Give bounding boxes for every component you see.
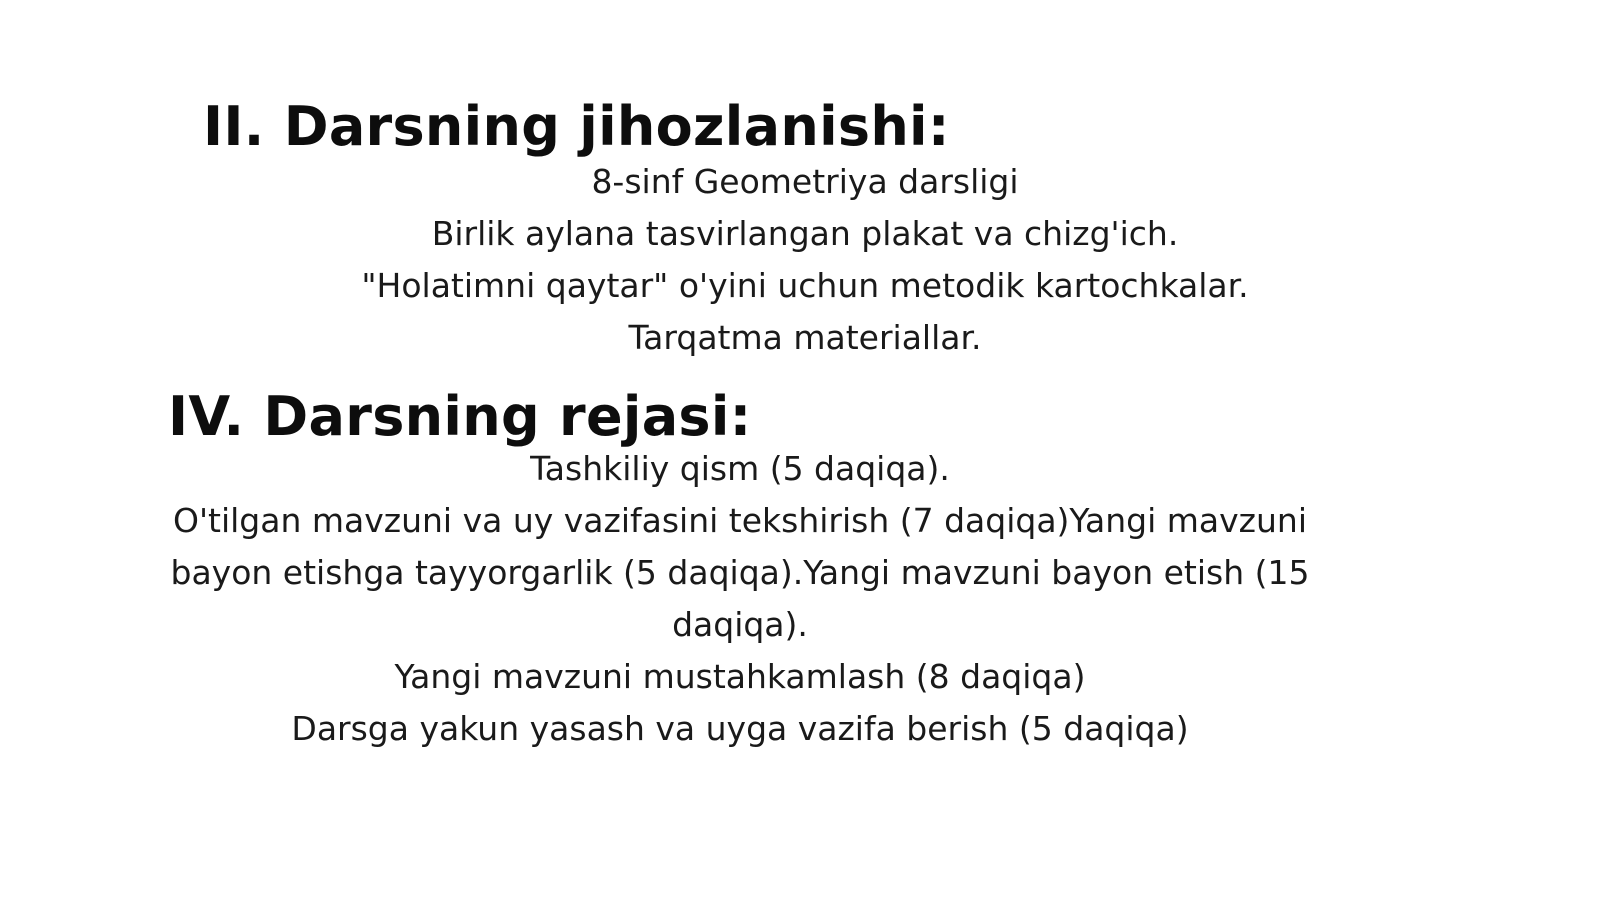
plan-item-consolidation: Yangi mavzuni mustahkamlash (8 daqiqa)	[394, 657, 1086, 696]
plan-item-review-and-new-topic: O'tilgan mavzuni va uy vazifasini tekshirish (7 daqiqa)Yangi mavzuni bayon etishga tayyorgarlik (5 daqiqa).Yangi mavzuni bayon etish (15 daqiqa).	[170, 501, 1310, 644]
plan-heading: IV. Darsning rejasi:	[168, 385, 752, 448]
plan-item-conclusion: Darsga yakun yasash va uyga vazifa berish (5 daqiqa)	[291, 709, 1189, 748]
plan-item-organization: Tashkiliy qism (5 daqiqa).	[530, 449, 950, 488]
equipment-item-handouts: Tarqatma materiallar.	[628, 318, 982, 357]
equipment-item-cards: "Holatimni qaytar" o'yini uchun metodik kartochkalar.	[361, 266, 1249, 305]
equipment-item-textbook: 8-sinf Geometriya darsligi	[591, 162, 1019, 201]
equipment-heading: II. Darsning jihozlanishi:	[203, 95, 950, 158]
plan-list	[130, 443, 1350, 755]
equipment-list	[130, 156, 1480, 364]
equipment-item-poster: Birlik aylana tasvirlangan plakat va chizg'ich.	[431, 214, 1179, 253]
